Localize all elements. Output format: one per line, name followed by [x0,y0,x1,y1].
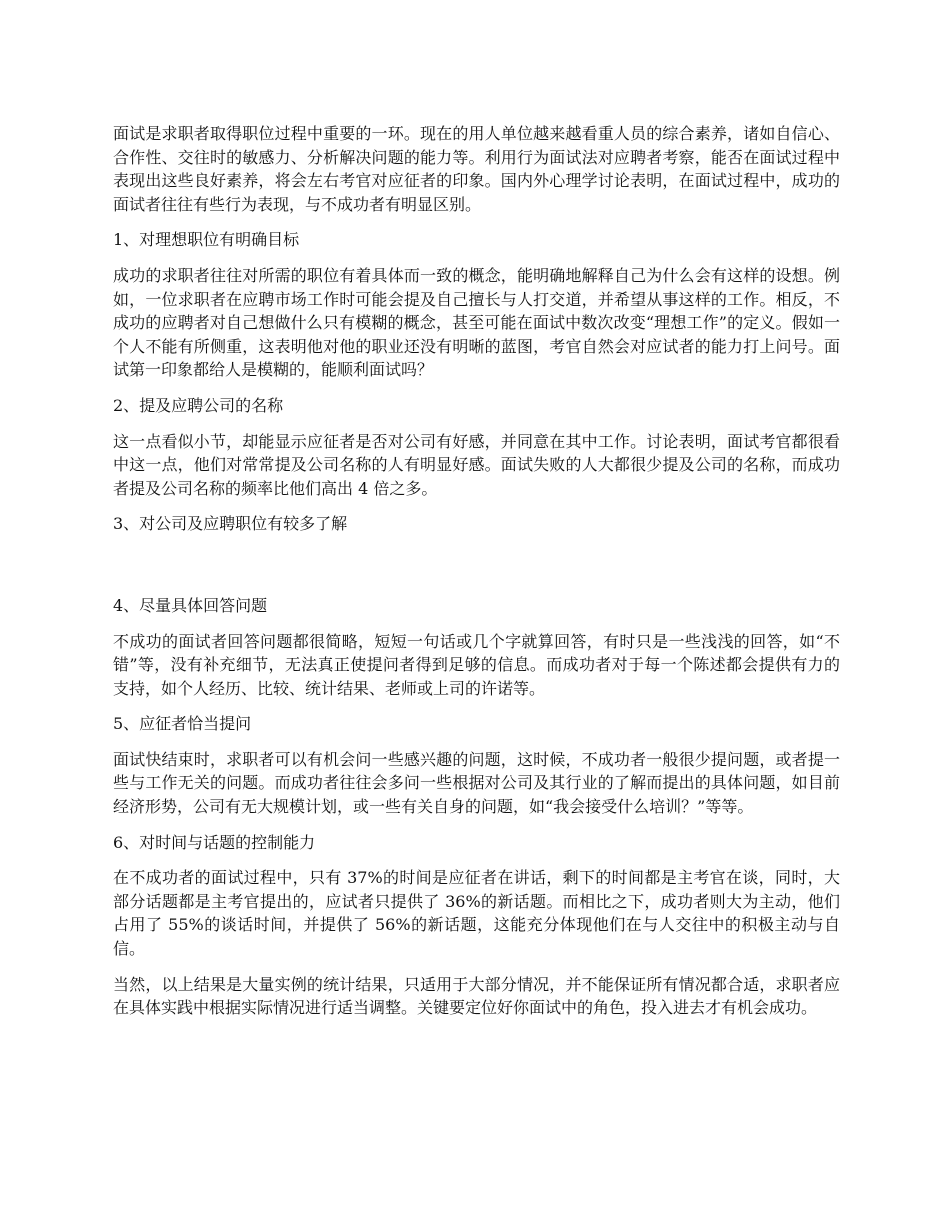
document-page [113,122,840,1032]
section-body-2: 这一点看似小节，却能显示应征者是否对公司有好感，并同意在其中工作。讨论表明，面试考官都很看中这一点，他们对常常提及公司名称的人有明显好感。面试失败的人大都很少提及公司的名称，而成功者提及公司名称的频率比他们高出 4 倍之多。 [113,431,840,498]
section-heading-4: 4、尽量具体回答问题 [113,595,268,615]
section-body-1: 成功的求职者往往对所需的职位有着具体而一致的概念，能明确地解释自己为什么会有这样的设想。例如，一位求职者在应聘市场工作时可能会提及自己擅长与人打交道，并希望从事这样的工作。相反，不成功的应聘者对自己想做什么只有模糊的概念，甚至可能在面试中数次改变“理想工作”的定义。假如一个人不能有所侧重，这表明他对他的职业还没有明晰的蓝图，考官自然会对应试者的能力打上问号。面试第一印象都给人是模糊的，能顺利面试吗？ [113,265,840,380]
section-body-5: 面试快结束时，求职者可以有机会问一些感兴趣的问题，这时候，不成功者一般很少提问题，或者提一些与工作无关的问题。而成功者往往会多问一些根据对公司及其行业的了解而提出的具体问题，如目前经济形势，公司有无大规模计划，或一些有关自身的问题，如“我会接受什么培训？”等等。 [113,749,840,817]
section-body-4: 不成功的面试者回答问题都很简略，短短一句话或几个字就算回答，有时只是一些浅浅的回答，如“不错”等，没有补充细节，无法真正使提问者得到足够的信息。而成功者对于每一个陈述都会提供有力的支持，如个人经历、比较、统计结果、老师或上司的许诺等。 [113,631,840,698]
intro-paragraph: 面试是求职者取得职位过程中重要的一环。现在的用人单位越来越看重人员的综合素养，诸如自信心、合作性、交往时的敏感力、分析解决问题的能力等。利用行为面试法对应聘者考察，能否在面试过程中表现出这些良好素养，将会左右考官对应征者的印象。国内外心理学讨论表明，在面试过程中，成功的面试者往往有些行为表现，与不成功者有明显区别。 [113,124,840,214]
section-heading-3: 3、对公司及应聘职位有较多了解 [113,514,348,534]
conclusion-paragraph: 当然，以上结果是大量实例的统计结果，只适用于大部分情况，并不能保证所有情况都合适，求职者应在具体实践中根据实际情况进行适当调整。关键要定位好你面试中的角色，投入进去才有机会成功。 [113,974,840,1018]
section-heading-5: 5、应征者恰当提问 [113,714,252,734]
section-heading-1: 1、对理想职位有明确目标 [113,230,300,250]
section-body-3-empty [113,548,840,594]
section-heading-2: 2、提及应聘公司的名称 [113,395,284,415]
section-body-6: 在不成功者的面试过程中，只有 37%的时间是应征者在讲话，剩下的时间都是主考官在谈，同时，大部分话题都是主考官提出的，应试者只提供了 36%的新话题。而相比之下，成功者则大为主动，他们占用了 55%的谈话时间，并提供了 56%的新话题，这能充分体现他们在与人交往中的积极主动与自信。 [113,868,840,959]
section-heading-6: 6、对时间与话题的控制能力 [113,832,316,852]
